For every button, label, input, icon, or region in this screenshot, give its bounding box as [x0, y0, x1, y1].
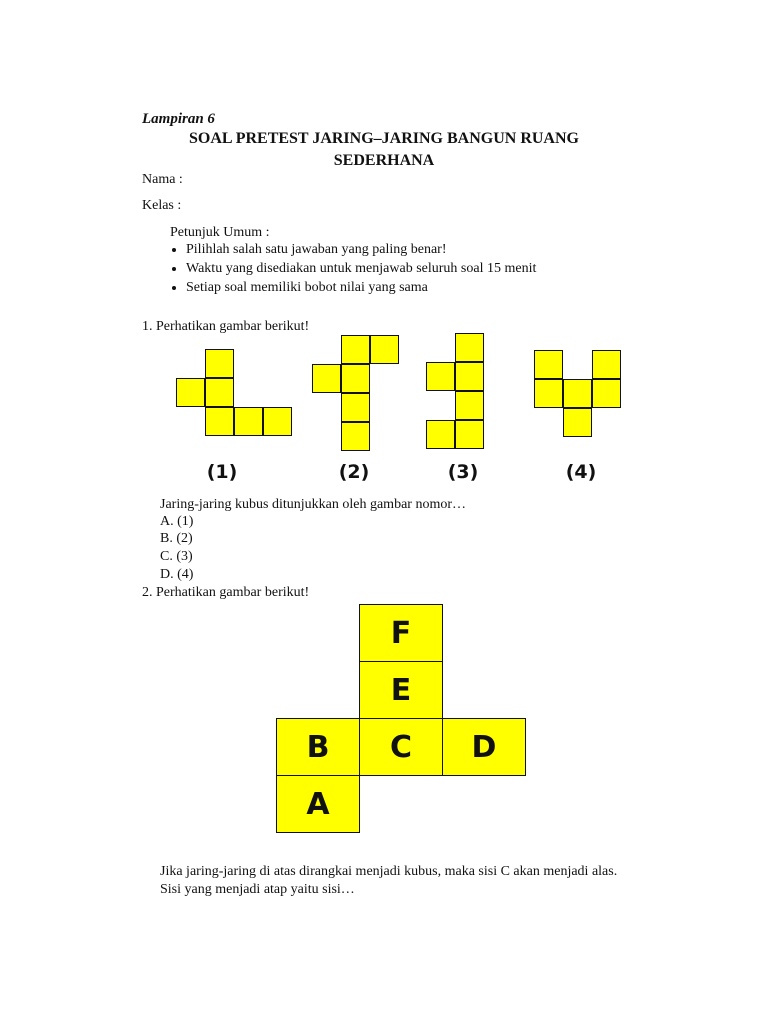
instruction-item: • Setiap soal memiliki bobot nilai yang sama [186, 278, 536, 297]
face-c: C [359, 718, 443, 776]
net-square [176, 378, 205, 407]
question-1-option-c: C. (3) [160, 549, 193, 564]
question-1-option-b: B. (2) [160, 531, 193, 546]
question-2-prompt: 2. Perhatikan gambar berikut! [142, 585, 310, 600]
instructions-list [160, 240, 536, 297]
question-2-stem-line1: Jika jaring-jaring di atas dirangkai menjadi kubus, maka sisi C akan menjadi alas. [160, 864, 618, 879]
net-square [592, 350, 621, 379]
net-square [455, 420, 484, 449]
net-square [341, 364, 370, 393]
question-2-stem-line2: Sisi yang menjadi atap yaitu sisi… [160, 882, 355, 897]
page-title-line1: SOAL PRETEST JARING–JARING BANGUN RUANG [189, 130, 579, 147]
face-b: B [276, 718, 360, 776]
net-square [341, 393, 370, 422]
figure-label-2: (2) [338, 461, 370, 483]
question-1-prompt: 1. Perhatikan gambar berikut! [142, 319, 310, 334]
net-square [234, 407, 263, 436]
question-1-option-d: D. (4) [160, 567, 194, 582]
figure-label-4: (4) [565, 461, 597, 483]
face-a: A [276, 775, 360, 833]
net-square [563, 408, 592, 437]
appendix-label: Lampiran 6 [142, 111, 215, 127]
face-e: E [359, 661, 443, 719]
net-square [563, 379, 592, 408]
net-square [263, 407, 292, 436]
class-field-label: Kelas : [142, 198, 182, 213]
instruction-item: • Waktu yang disediakan untuk menjawab seluruh soal 15 menit [186, 259, 536, 278]
net-square [455, 362, 484, 391]
net-square [205, 407, 234, 436]
name-field-label: Nama : [142, 172, 183, 187]
face-f: F [359, 604, 443, 662]
figure-label-1: (1) [206, 461, 238, 483]
net-square [534, 350, 563, 379]
net-square [426, 420, 455, 449]
net-square [426, 362, 455, 391]
net-square [455, 333, 484, 362]
net-square [312, 364, 341, 393]
net-square [205, 378, 234, 407]
instruction-item: • Pilihlah salah satu jawaban yang paling benar! [186, 240, 536, 259]
net-square [205, 349, 234, 378]
question-1-stem: Jaring-jaring kubus ditunjukkan oleh gambar nomor… [160, 497, 466, 512]
instructions-heading: Petunjuk Umum : [170, 225, 270, 240]
net-square [341, 422, 370, 451]
page-title-line2: SEDERHANA [333, 152, 435, 169]
net-square [341, 335, 370, 364]
net-square [370, 335, 399, 364]
net-square [455, 391, 484, 420]
question-1-option-a: A. (1) [160, 514, 194, 529]
net-square [592, 379, 621, 408]
net-square [534, 379, 563, 408]
figure-label-3: (3) [447, 461, 479, 483]
face-d: D [442, 718, 526, 776]
